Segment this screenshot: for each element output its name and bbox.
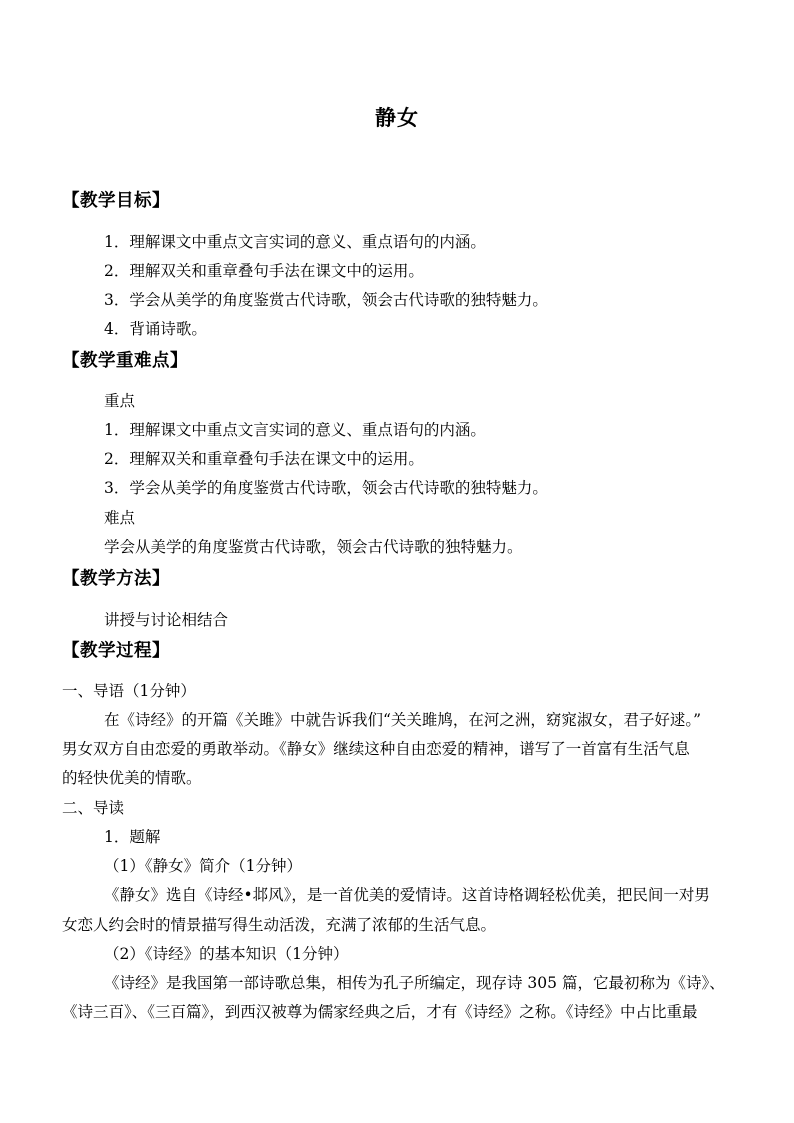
key-point-item-3: 3．学会从美学的角度鉴赏古代诗歌，领会古代诗歌的独特魅力。 bbox=[104, 479, 548, 497]
objective-item-2: 2．理解双关和重章叠句手法在课文中的运用。 bbox=[104, 262, 424, 280]
key-point-item-1: 1．理解课文中重点文言实词的意义、重点语句的内涵。 bbox=[104, 421, 486, 439]
sub1-line-2: 女恋人约会时的情景描写得生动活泼，充满了浓郁的生活气息。 bbox=[62, 916, 497, 934]
reading-heading: 二、导读 bbox=[62, 799, 125, 817]
title-explain-heading: 1．题解 bbox=[104, 828, 161, 846]
section-heading-process: 【教学过程】 bbox=[62, 641, 170, 661]
methods-text: 讲授与讨论相结合 bbox=[104, 611, 229, 629]
difficulty-text: 学会从美学的角度鉴赏古代诗歌，领会古代诗歌的独特魅力。 bbox=[104, 538, 523, 556]
sub2-line-2: 《诗三百》、《三百篇》，到西汉被尊为儒家经典之后，才有《诗经》之称。《诗经》中占比重最 bbox=[62, 1003, 698, 1021]
difficulty-label: 难点 bbox=[104, 509, 136, 527]
objective-item-3: 3．学会从美学的角度鉴赏古代诗歌，领会古代诗歌的独特魅力。 bbox=[104, 291, 548, 309]
intro-line-1: 在《诗经》的开篇《关雎》中就告诉我们“关关雎鸠，在河之洲，窈窕淑女，君子好逑。” bbox=[104, 711, 702, 729]
section-heading-objectives: 【教学目标】 bbox=[62, 191, 170, 211]
sub1-line-1: 《静女》选自《诗经•邶风》，是一首优美的爱情诗。这首诗格调轻松优美，把民间一对男 bbox=[104, 886, 710, 904]
objective-item-1: 1．理解课文中重点文言实词的意义、重点语句的内涵。 bbox=[104, 233, 486, 251]
sub2-line-1: 《诗经》是我国第一部诗歌总集，相传为孔子所编定，现存诗 305 篇，它最初称为《诗》、 bbox=[104, 974, 725, 992]
key-point-item-2: 2．理解双关和重章叠句手法在课文中的运用。 bbox=[104, 450, 424, 468]
objective-item-4: 4．背诵诗歌。 bbox=[104, 320, 207, 338]
intro-heading: 一、导语（1分钟） bbox=[62, 682, 196, 700]
intro-line-3: 的轻快优美的情歌。 bbox=[62, 769, 202, 787]
sub1-heading: （1）《静女》简介（1分钟） bbox=[104, 857, 302, 875]
key-points-label: 重点 bbox=[104, 392, 136, 410]
section-heading-key-points: 【教学重难点】 bbox=[62, 351, 188, 371]
intro-line-2: 男女双方自由恋爱的勇敢举动。《静女》继续这种自由恋爱的精神，谱写了一首富有生活气息 bbox=[62, 740, 690, 758]
sub2-heading: （2）《诗经》的基本知识（1分钟） bbox=[104, 945, 349, 963]
document-title: 静女 bbox=[375, 105, 419, 130]
section-heading-methods: 【教学方法】 bbox=[62, 569, 170, 589]
